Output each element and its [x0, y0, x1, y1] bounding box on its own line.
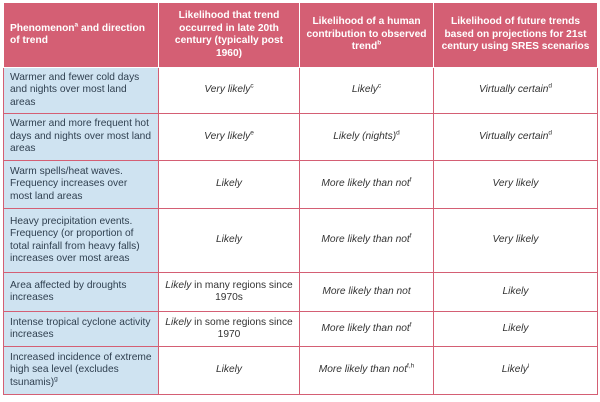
table-row: [4, 114, 598, 161]
header-phenomenon: Phenomenon$^a$ and direction of trend: [4, 3, 159, 68]
phenomenon-cell: Intense tropical cyclone activity increases: [4, 312, 159, 347]
human-contribution-cell: Likely$^c$: [300, 68, 434, 114]
table-row: [4, 273, 598, 312]
table-row: [4, 68, 598, 114]
late20-likelihood-cell: Likely: [159, 347, 300, 395]
phenomenon-cell: Increased incidence of extreme high sea level (excludes tsunamis)$^g$: [4, 347, 159, 395]
future-likelihood-cell: Likely$^i$: [434, 347, 598, 395]
header-human-contribution: Likelihood of a human contribution to observed trend$^b$: [300, 3, 434, 68]
phenomenon-cell: Warm spells/heat waves. Frequency increases over most land areas: [4, 161, 159, 209]
header-future-trends: Likelihood of future trends based on projections for 21st century using SRES scenarios: [434, 3, 598, 68]
future-likelihood-cell: Virtually certain$^d$: [434, 68, 598, 114]
late20-likelihood-cell: Likely in some regions since 1970: [159, 312, 300, 347]
future-likelihood-cell: Virtually certain$^d$: [434, 114, 598, 161]
future-likelihood-cell: Likely: [434, 273, 598, 312]
phenomenon-cell: Heavy precipitation events. Frequency (or proportion of total rainfall from heavy falls) increases over most areas: [4, 209, 159, 273]
human-contribution-cell: More likely than not$^f$: [300, 312, 434, 347]
late20-likelihood-cell: Likely in many regions since 1970s: [159, 273, 300, 312]
late20-likelihood-cell: Likely: [159, 209, 300, 273]
human-contribution-cell: Likely (nights)$^d$: [300, 114, 434, 161]
human-contribution-cell: More likely than not: [300, 273, 434, 312]
phenomenon-cell: Warmer and fewer cold days and nights over most land areas: [4, 68, 159, 114]
future-likelihood-cell: Very likely: [434, 161, 598, 209]
phenomenon-cell: Area affected by droughts increases: [4, 273, 159, 312]
phenomenon-cell: Warmer and more frequent hot days and nights over most land areas: [4, 114, 159, 161]
human-contribution-cell: More likely than not$^f$: [300, 209, 434, 273]
table-row: [4, 347, 598, 395]
header-late-20th-century: Likelihood that trend occurred in late 20th century (typically post 1960): [159, 3, 300, 68]
extreme-events-table: [3, 2, 598, 395]
late20-likelihood-cell: Likely: [159, 161, 300, 209]
table-row: [4, 209, 598, 273]
future-likelihood-cell: Very likely: [434, 209, 598, 273]
future-likelihood-cell: Likely: [434, 312, 598, 347]
table-row: [4, 161, 598, 209]
header-row: [4, 3, 598, 68]
table-row: [4, 312, 598, 347]
human-contribution-cell: More likely than not$^{f,h}$: [300, 347, 434, 395]
human-contribution-cell: More likely than not$^f$: [300, 161, 434, 209]
late20-likelihood-cell: Very likely$^e$: [159, 114, 300, 161]
late20-likelihood-cell: Very likely$^c$: [159, 68, 300, 114]
